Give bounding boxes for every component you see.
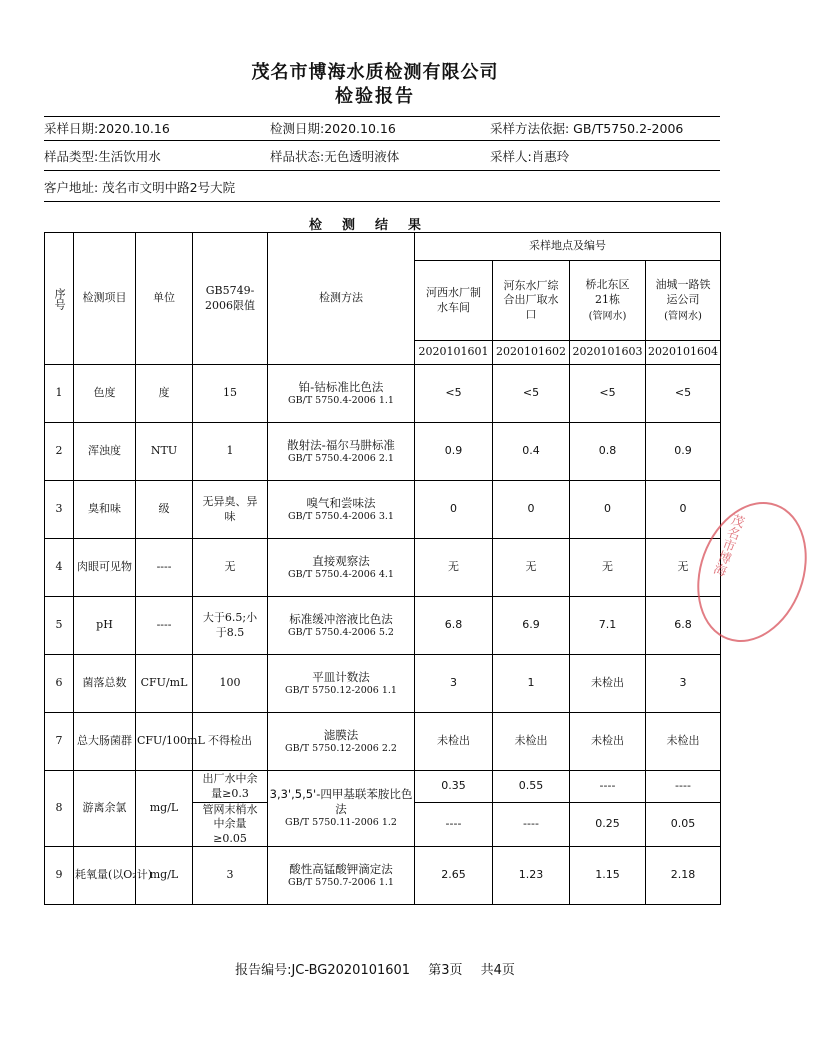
sampler: 采样人:肖惠玲 [490,149,570,164]
header-unit: 单位 [136,233,193,365]
header-limit: GB5749-2006限值 [193,233,268,365]
limit-value: 无 [193,539,268,597]
test-item: 臭和味 [74,481,136,539]
unit: mg/L [136,771,193,847]
result-value: 无 [646,539,721,597]
site-code: 2020101604 [646,341,721,365]
info-row-address [44,177,720,199]
site-name: 河西水厂制水车间 [426,286,481,314]
result-value: ---- [570,771,646,803]
limit-value: 100 [193,655,268,713]
site-name-cell [570,261,646,341]
table-row [45,365,721,423]
result-value: 无 [415,539,493,597]
method-standard: GB/T 5750.12-2006 2.2 [285,742,397,754]
limit-value: 出厂水中余量≥0.3 [193,771,268,803]
sampling-method: 采样方法依据: GB/T5750.2-2006 [490,121,684,136]
test-item: pH [74,597,136,655]
row-number: 3 [45,481,74,539]
result-value: 0.05 [646,803,721,847]
result-value: 6.8 [646,597,721,655]
test-item: 耗氧量(以O₂计) [74,846,136,904]
result-value: 2.18 [646,846,721,904]
result-value: 0.4 [493,423,570,481]
header-seq: 序号 [45,233,74,365]
header-sites: 采样地点及编号 [415,233,721,261]
result-value: 0 [646,481,721,539]
sample-state: 样品状态:无色透明液体 [270,149,400,164]
test-method [268,655,415,713]
site-name: 油城一路铁运公司 [655,278,711,306]
test-item: 菌落总数 [74,655,136,713]
unit: ---- [136,539,193,597]
method-standard: GB/T 5750.11-2006 1.2 [285,817,397,829]
sampling-date: 采样日期:2020.10.16 [44,121,170,136]
method-name: 滤膜法 [323,727,359,742]
method-name: 铂-钴标准比色法 [298,379,384,394]
result-value: 0.9 [646,423,721,481]
total-pages: 共4页 [480,963,515,978]
result-value: 7.1 [570,597,646,655]
unit: CFU/100mL [136,713,193,771]
result-value: 未检出 [570,655,646,713]
limit-value: 15 [193,365,268,423]
limit-value: 大于6.5;小于8.5 [193,597,268,655]
row-number: 2 [45,423,74,481]
test-method [268,597,415,655]
result-value: <5 [646,365,721,423]
footer [0,959,750,978]
site-code: 2020101601 [415,341,493,365]
result-value: 2.65 [415,846,493,904]
result-value: ---- [646,771,721,803]
row-number: 9 [45,846,74,904]
method-name: 嗅气和尝味法 [306,495,376,510]
info-row-dates [44,118,720,140]
site-code: 2020101602 [493,341,570,365]
test-item: 肉眼可见物 [74,539,136,597]
test-method [268,771,415,847]
table-row [45,481,721,539]
method-standard: GB/T 5750.4-2006 4.1 [288,568,394,580]
test-method [268,423,415,481]
test-method [268,713,415,771]
company-name: 茂名市博海水质检测有限公司 [251,62,499,83]
method-name: 直接观察法 [312,553,370,568]
method-name: 平皿计数法 [312,669,370,684]
method-standard: GB/T 5750.12-2006 1.1 [285,684,397,696]
result-value: <5 [493,365,570,423]
unit: ---- [136,597,193,655]
test-method [268,481,415,539]
result-value: 未检出 [415,713,493,771]
result-value: 0.9 [415,423,493,481]
result-value: 0.8 [570,423,646,481]
header-item: 检测项目 [74,233,136,365]
site-code: 2020101603 [570,341,646,365]
table-row [45,423,721,481]
result-value: 1.15 [570,846,646,904]
company-seal-stamp: 茂名市博海 [679,487,826,658]
test-item: 浑浊度 [74,423,136,481]
result-value: 6.8 [415,597,493,655]
table-row [45,771,721,803]
test-method [268,539,415,597]
result-value: 未检出 [646,713,721,771]
table-row [45,713,721,771]
limit-value: 3 [193,846,268,904]
site-note: (管网水) [664,310,702,322]
divider [44,201,720,202]
limit-value: 管网末梢水中余量≥0.05 [193,803,268,847]
header-row [45,233,721,261]
method-name: 散射法-福尔马肼标准 [287,437,395,452]
site-name: 桥北东区21栋 [585,278,630,306]
unit: 级 [136,481,193,539]
result-value: <5 [570,365,646,423]
info-row-sample [44,146,720,168]
unit: NTU [136,423,193,481]
row-number: 5 [45,597,74,655]
method-standard: GB/T 5750.7-2006 1.1 [288,876,394,888]
method-standard: GB/T 5750.4-2006 5.2 [288,626,394,638]
result-value: 1.23 [493,846,570,904]
table-row [45,846,721,904]
test-item: 总大肠菌群 [74,713,136,771]
method-standard: GB/T 5750.4-2006 2.1 [288,452,394,464]
site-name-cell [415,261,493,341]
result-value: 0.35 [415,771,493,803]
table-row [45,597,721,655]
site-note: (管网水) [588,310,627,322]
header-method: 检测方法 [268,233,415,365]
client-address: 客户地址: 茂名市文明中路2号大院 [44,180,236,195]
result-value: 0.55 [493,771,570,803]
result-value: 0 [493,481,570,539]
divider [44,116,720,117]
result-value: 无 [570,539,646,597]
result-value: 0 [570,481,646,539]
result-value: ---- [493,803,570,847]
unit: CFU/mL [136,655,193,713]
limit-value: 1 [193,423,268,481]
results-table [44,232,721,905]
row-number: 8 [45,771,74,847]
sample-type: 样品类型:生活饮用水 [44,149,161,164]
result-value: <5 [415,365,493,423]
result-value: 3 [415,655,493,713]
test-item: 色度 [74,365,136,423]
unit: 度 [136,365,193,423]
divider [44,170,720,171]
report-number: 报告编号:JC-BG2020101601 [235,963,411,978]
page-number: 第3页 [428,963,463,978]
test-method [268,846,415,904]
result-value: 1 [493,655,570,713]
limit-value: 无异臭、异味 [193,481,268,539]
result-value: 无 [493,539,570,597]
method-name: 3,3',5,5'-四甲基联苯胺比色法 [269,787,413,817]
unit: mg/L [136,846,193,904]
section-title: 检测结果 [308,218,441,233]
method-standard: GB/T 5750.4-2006 1.1 [288,394,394,406]
test-method [268,365,415,423]
site-name: 河东水厂综合出厂取水口 [503,279,559,321]
row-number: 4 [45,539,74,597]
test-item: 游离余氯 [74,771,136,847]
row-number: 6 [45,655,74,713]
table-row [45,539,721,597]
row-number: 1 [45,365,74,423]
result-value: 未检出 [493,713,570,771]
result-value: 3 [646,655,721,713]
method-standard: GB/T 5750.4-2006 3.1 [288,510,394,522]
result-value: 6.9 [493,597,570,655]
divider [44,140,720,141]
result-value: ---- [415,803,493,847]
row-number: 7 [45,713,74,771]
site-name-cell [646,261,721,341]
report-title: 检验报告 [335,86,415,107]
result-value: 0.25 [570,803,646,847]
test-date: 检测日期:2020.10.16 [270,121,396,136]
limit-value: 不得检出 [193,713,268,771]
table-row [45,655,721,713]
result-value: 未检出 [570,713,646,771]
method-name: 标准缓冲溶液比色法 [289,611,393,626]
result-value: 0 [415,481,493,539]
method-name: 酸性高锰酸钾滴定法 [289,861,393,876]
site-name-cell [493,261,570,341]
